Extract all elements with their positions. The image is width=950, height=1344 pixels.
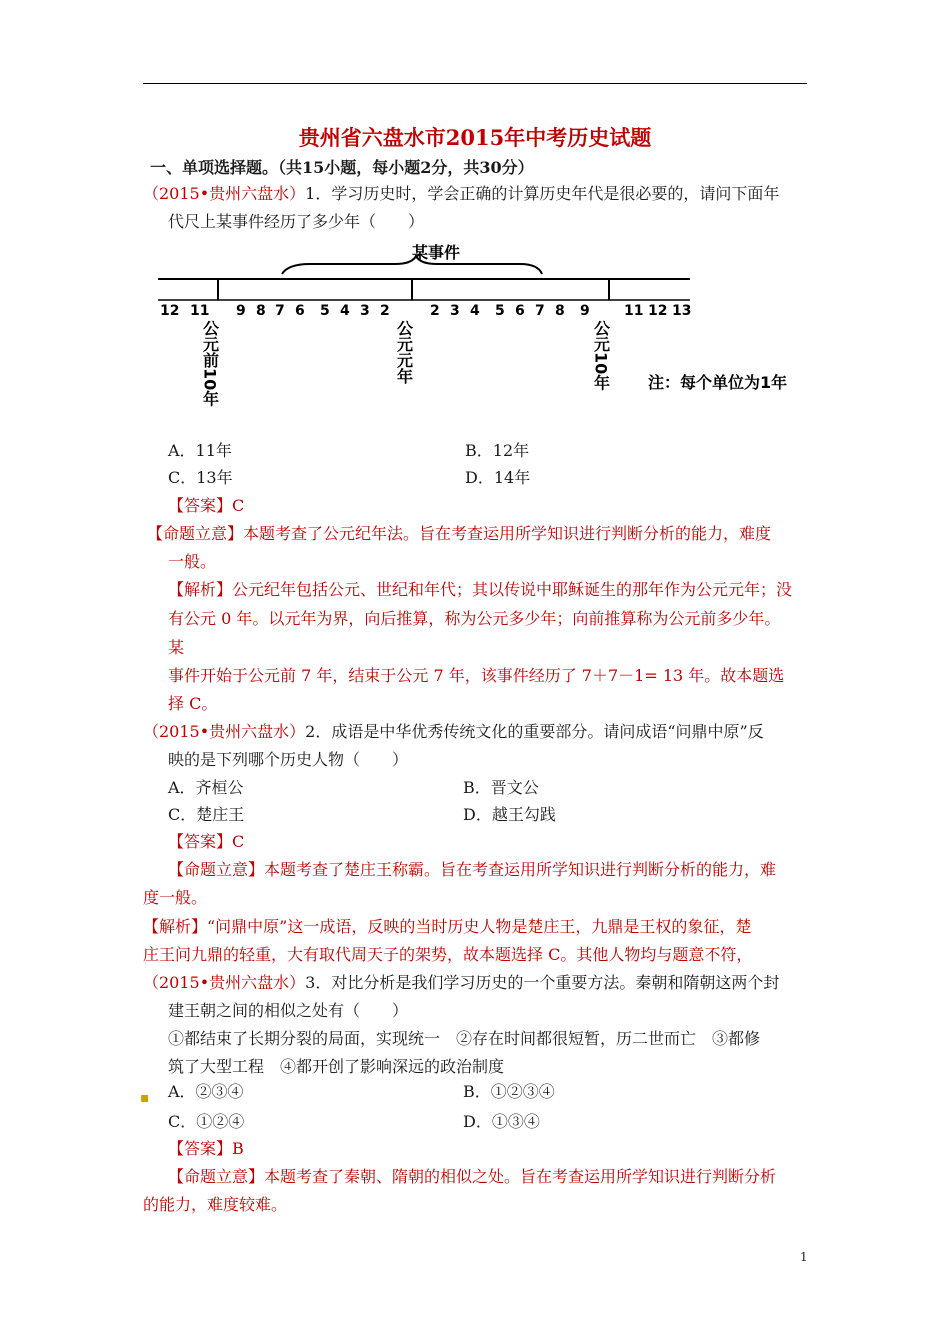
tick-label: 4	[340, 303, 350, 319]
tick-label: 11	[190, 303, 210, 319]
tick-label: 13	[672, 303, 692, 319]
q2-analysis-line: 【解析】“问鼎中原”这一成语，反映的当时历史人物是楚庄王，九鼎是王权的象征，楚	[143, 917, 752, 936]
q2-intent: 【命题立意】本题考查了楚庄王称霸。旨在考查运用所学知识进行判断分析的能力，难	[168, 860, 777, 879]
q2-analysis-line: 庄王问九鼎的轻重，大有取代周天子的架势，故本题选择 C。其他人物均与题意不符，	[143, 945, 753, 964]
question-3-stem-cont: 建王朝之间的相似之处有（ ）	[168, 1001, 409, 1020]
tick-label: 9	[236, 303, 246, 319]
marker-ad10: 公元10年	[591, 320, 611, 391]
q1-option-b: B．12年	[465, 441, 530, 460]
tick-label: 7	[535, 303, 545, 319]
q1-analysis-line: 某	[168, 638, 185, 657]
q2-option-a: A．齐桓公	[168, 778, 244, 797]
q1-analysis-line: 择 C。	[168, 694, 218, 713]
tick-label: 11	[624, 303, 644, 319]
q1-answer: 【答案】C	[168, 496, 245, 515]
tick-label: 6	[295, 303, 305, 319]
tick-label: 5	[320, 303, 330, 319]
marker-bc10: 公元前10年	[200, 320, 220, 407]
tick-label: 8	[256, 303, 266, 319]
tick-label: 9	[580, 303, 590, 319]
question-2-stem: （2015•贵州六盘水）2．成语是中华优秀传统文化的重要部分。请问成语“问鼎中原”反	[143, 722, 764, 741]
q3-intent: 【命题立意】本题考查了秦朝、隋朝的相似之处。旨在考查运用所学知识进行判断分析	[168, 1167, 777, 1186]
q2-option-d: D．越王勾践	[463, 805, 556, 824]
question-3-statements: ①都结束了长期分裂的局面，实现统一 ②存在时间都很短暂，历二世而亡 ③都修	[168, 1029, 761, 1048]
tick-label: 5	[495, 303, 505, 319]
q2-option-c: C．楚庄王	[168, 805, 245, 824]
question-3-statements-cont: 筑了大型工程 ④都开创了影响深远的政治制度	[168, 1057, 505, 1076]
question-1-stem: （2015•贵州六盘水）1．学习历史时，学会正确的计算历史年代是很必要的，请问下面年	[143, 184, 780, 203]
q3-answer: 【答案】B	[168, 1139, 244, 1158]
q1-option-c: C．13年	[168, 468, 233, 487]
q1-intent-cont: 一般。	[168, 552, 217, 571]
question-source: （2015•贵州六盘水）	[143, 973, 306, 992]
q1-option-d: D．14年	[465, 468, 531, 487]
header-rule	[143, 83, 807, 84]
tick-label: 4	[470, 303, 480, 319]
tick-label: 8	[555, 303, 565, 319]
tick-label: 12	[160, 303, 180, 319]
marker-ad1: 公元元年	[394, 320, 414, 384]
q2-option-b: B．晋文公	[463, 778, 539, 797]
event-label: 某事件	[412, 243, 461, 262]
tick-label: 3	[450, 303, 460, 319]
tick-label: 12	[648, 303, 668, 319]
page-number: 1	[800, 1250, 808, 1264]
q1-analysis-line: 有公元 0 年。以元年为界，向后推算，称为公元多少年；向前推算称为公元前多少年。	[168, 609, 781, 628]
tick-label: 2	[430, 303, 440, 319]
question-source: （2015•贵州六盘水）	[143, 184, 306, 203]
tick-label: 6	[515, 303, 525, 319]
q2-answer: 【答案】C	[168, 832, 245, 851]
tick-label: 3	[360, 303, 370, 319]
q1-analysis-line: 【解析】公元纪年包括公元、世纪和年代；其以传说中耶稣诞生的那年作为公元元年；没	[168, 580, 793, 599]
section-heading: 一、单项选择题。（共15小题，每小题2分，共30分）	[150, 158, 534, 177]
tick-label: 7	[275, 303, 285, 319]
question-1-stem-cont: 代尺上某事件经历了多少年（ ）	[168, 212, 425, 231]
q3-option-b: B．①②③④	[463, 1082, 555, 1101]
tick-label: 2	[380, 303, 390, 319]
question-3-stem: （2015•贵州六盘水）3．对比分析是我们学习历史的一个重要方法。秦朝和隋朝这两个封	[143, 973, 780, 992]
q1-option-a: A．11年	[168, 441, 232, 460]
q1-intent: 【命题立意】本题考查了公元纪年法。旨在考查运用所学知识进行判断分析的能力，难度	[147, 524, 772, 543]
question-source: （2015•贵州六盘水）	[143, 722, 306, 741]
q3-option-c: C．①②④	[168, 1112, 245, 1131]
q3-intent-cont: 的能力，难度较难。	[143, 1195, 288, 1214]
timeline-figure	[150, 236, 840, 426]
right-tick-labels	[430, 303, 691, 319]
timeline-note: 注：每个单位为1年	[648, 373, 788, 392]
left-tick-labels	[160, 303, 390, 319]
question-2-stem-cont: 映的是下列哪个历史人物（ ）	[168, 750, 409, 769]
q3-option-d: D．①③④	[463, 1112, 540, 1131]
page-title: 贵州省六盘水市2015年中考历史试题	[298, 125, 652, 150]
bullet-dot: ▪	[140, 1090, 150, 1106]
q1-analysis-line: 事件开始于公元前 7 年，结束于公元 7 年，该事件经历了 7＋7－1= 13 年。故本题选	[168, 666, 785, 685]
q3-option-a: A．②③④	[168, 1082, 244, 1101]
q2-intent-cont: 度一般。	[143, 888, 208, 907]
